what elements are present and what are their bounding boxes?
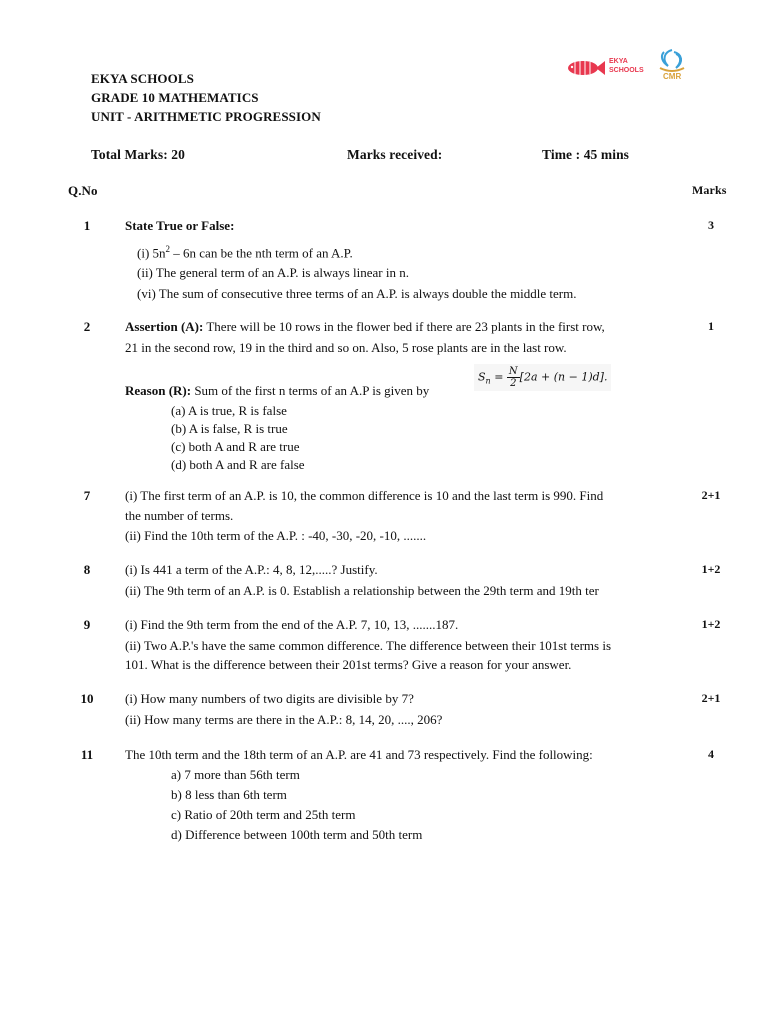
logo-text-schools: SCHOOLS <box>609 67 644 74</box>
q10-part-i: (i) How many numbers of two digits are divisible by 7? <box>125 691 414 706</box>
q2-option-c: (c) both A and R are true <box>171 439 300 454</box>
question-number-10: 10 <box>80 691 94 706</box>
q1-statement-vi: (vi) The sum of consecutive three terms of an A.P. is always double the middle term. <box>137 286 577 301</box>
total-marks: Total Marks: 20 <box>91 147 186 162</box>
q2-marks: 1 <box>708 319 714 333</box>
q11-item-a: a) 7 more than 56th term <box>171 767 300 782</box>
unit-title: UNIT - ARITHMETIC PROGRESSION <box>91 109 321 124</box>
q8-marks: 1+2 <box>701 562 721 576</box>
q2-assertion: Assertion (A): There will be 10 rows in the flower bed if there are 23 plants in the first row, <box>125 319 605 334</box>
school-name: EKYA SCHOOLS <box>91 71 194 86</box>
q11-item-b: b) 8 less than 6th term <box>171 787 287 802</box>
question-number-8: 8 <box>83 562 91 577</box>
q2-reason: Reason (R): Sum of the first n terms of an A.P is given by <box>125 383 430 398</box>
q8-part-i: (i) Is 441 a term of the A.P.: 4, 8, 12,.....? Justify. <box>125 562 378 577</box>
q11-item-c: c) Ratio of 20th term and 25th term <box>171 807 356 822</box>
logo-text-cmr: CMR <box>663 72 682 81</box>
q10-marks: 2+1 <box>701 691 721 705</box>
q2-option-a: (a) A is true, R is false <box>171 403 287 418</box>
q10-part-ii: (ii) How many terms are there in the A.P.: 8, 14, 20, ...., 206? <box>125 712 443 727</box>
grade-title: GRADE 10 MATHEMATICS <box>91 90 259 105</box>
cmr-logo <box>654 48 690 84</box>
ekya-fish-icon <box>565 57 605 79</box>
question-number-1: 1 <box>83 218 91 233</box>
q2-option-d: (d) both A and R are false <box>171 457 305 472</box>
q7-part-i-line2: the number of terms. <box>125 508 234 523</box>
q2-assertion-line2: 21 in the second row, 19 in the third and so on. Also, 5 rose plants are in the last row. <box>125 340 567 355</box>
q9-part-i: (i) Find the 9th term from the end of the A.P. 7, 10, 13, .......187. <box>125 617 459 632</box>
q9-marks: 1+2 <box>701 617 721 631</box>
q1-marks: 3 <box>708 218 714 232</box>
logo-text-ekya: EKYA <box>609 58 628 65</box>
cmr-swan-icon <box>654 48 690 74</box>
time-allowed: Time : 45 mins <box>542 147 630 162</box>
marks-column-header: Marks <box>692 183 727 197</box>
question-number-11: 11 <box>80 747 94 762</box>
q2-option-b: (b) A is false, R is true <box>171 421 288 436</box>
q9-part-ii: (ii) Two A.P.'s have the same common difference. The difference between their 101st terms is <box>125 638 612 653</box>
q9-part-ii-line2: 101. What is the difference between their 201st terms? Give a reason for your answer. <box>125 657 572 672</box>
q7-part-i: (i) The first term of an A.P. is 10, the common difference is 10 and the last term is 990. Find <box>125 488 604 503</box>
q1-title: State True or False: <box>125 218 235 233</box>
q11-text: The 10th term and the 18th term of an A.P. are 41 and 73 respectively. Find the following: <box>125 747 593 762</box>
sum-formula: $S_n$ = $\frac{N}{2}$ [2a + (n − 1)d]. <box>474 364 611 391</box>
marks-received: Marks received: <box>347 147 443 162</box>
q7-marks: 2+1 <box>701 488 721 502</box>
q11-item-d: d) Difference between 100th term and 50th term <box>171 827 423 842</box>
q1-statement-ii: (ii) The general term of an A.P. is always linear in n. <box>137 265 409 280</box>
q11-marks: 4 <box>708 747 714 761</box>
q8-part-ii: (ii) The 9th term of an A.P. is 0. Establish a relationship between the 29th term and 19th ter <box>125 583 599 598</box>
q7-part-ii: (ii) Find the 10th term of the A.P. : -40, -30, -20, -10, ....... <box>125 528 427 543</box>
question-number-2: 2 <box>83 319 91 334</box>
qno-column-header: Q.No <box>68 183 98 198</box>
question-number-9: 9 <box>83 617 91 632</box>
ekya-logo <box>565 55 645 81</box>
question-number-7: 7 <box>83 488 91 503</box>
q1-statement-i: (i) $5n^2 - 6n$ can be the nth term of an A.P. <box>137 244 353 261</box>
